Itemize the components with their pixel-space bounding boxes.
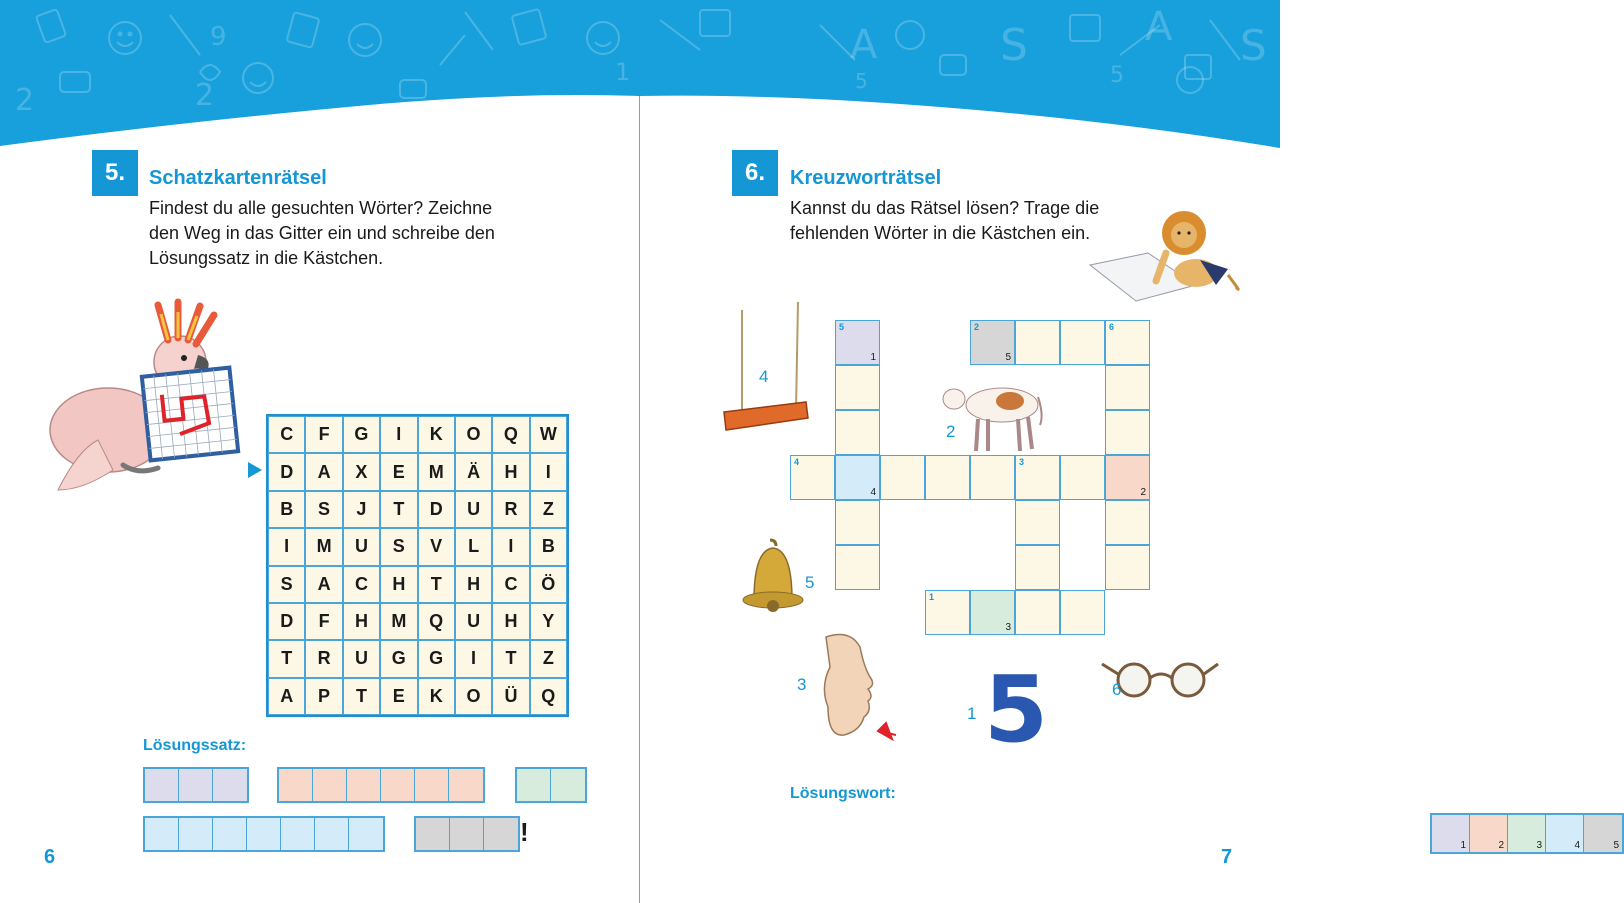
grid-cell[interactable]: A bbox=[305, 566, 342, 603]
nose-illustration bbox=[820, 627, 900, 739]
letter-box[interactable] bbox=[313, 769, 347, 801]
solution-letter-index: 2 bbox=[1140, 487, 1146, 498]
crossword-cell[interactable] bbox=[1060, 590, 1105, 635]
cow-illustration bbox=[940, 375, 1050, 453]
solution-letter-box[interactable] bbox=[1470, 815, 1508, 852]
grid-cell[interactable]: E bbox=[380, 453, 417, 490]
grid-cell[interactable]: Q bbox=[492, 416, 529, 453]
crossword-cell[interactable] bbox=[835, 365, 880, 410]
grid-cell[interactable]: F bbox=[305, 603, 342, 640]
grid-cell[interactable]: U bbox=[343, 640, 380, 677]
crossword-cell[interactable] bbox=[1105, 410, 1150, 455]
task-number-badge: 5. bbox=[92, 150, 138, 196]
crossword-cell[interactable] bbox=[835, 455, 880, 500]
grid-cell[interactable]: K bbox=[418, 416, 455, 453]
crossword-cell[interactable] bbox=[1015, 545, 1060, 590]
clue-start-number: 6 bbox=[1109, 322, 1115, 332]
clue-start-number: 3 bbox=[1019, 457, 1025, 467]
crossword-cell[interactable] bbox=[880, 455, 925, 500]
solution-box-index: 1 bbox=[1460, 840, 1466, 851]
grid-cell[interactable]: C bbox=[268, 416, 305, 453]
grid-cell[interactable]: S bbox=[305, 491, 342, 528]
solution-label: Lösungssatz: bbox=[143, 737, 247, 754]
grid-cell[interactable]: Ä bbox=[455, 453, 492, 490]
grid-cell[interactable]: H bbox=[492, 603, 529, 640]
solution-box-index: 5 bbox=[1613, 840, 1619, 851]
grid-cell[interactable]: I bbox=[530, 453, 567, 490]
clue-number-five: 1 bbox=[967, 704, 977, 723]
clue-number-glasses: 6 bbox=[1112, 680, 1122, 699]
svg-text:5: 5 bbox=[1110, 63, 1124, 88]
grid-cell[interactable]: A bbox=[268, 678, 305, 715]
grid-cell[interactable]: B bbox=[530, 528, 567, 565]
grid-cell[interactable]: M bbox=[380, 603, 417, 640]
svg-text:S: S bbox=[1000, 20, 1028, 71]
crossword-cell[interactable] bbox=[1105, 455, 1150, 500]
grid-cell[interactable]: S bbox=[268, 566, 305, 603]
solution-box-index: 3 bbox=[1536, 840, 1542, 851]
grid-cell[interactable]: R bbox=[305, 640, 342, 677]
instruction-line: Kannst du das Rätsel lösen? Trage die bbox=[790, 198, 1100, 218]
grid-cell[interactable]: G bbox=[343, 416, 380, 453]
grid-cell[interactable]: U bbox=[455, 603, 492, 640]
solution-word-group[interactable] bbox=[143, 767, 249, 803]
grid-cell[interactable]: C bbox=[343, 566, 380, 603]
solution-letter-index: 1 bbox=[870, 352, 876, 363]
solution-letter-box[interactable] bbox=[1432, 815, 1470, 852]
page-number: 7 bbox=[1221, 846, 1233, 868]
grid-cell[interactable]: D bbox=[418, 491, 455, 528]
grid-cell[interactable]: A bbox=[305, 453, 342, 490]
grid-cell[interactable]: H bbox=[380, 566, 417, 603]
solution-word-group[interactable] bbox=[414, 816, 520, 852]
instruction-line: den Weg in das Gitter ein und schreibe den bbox=[149, 223, 495, 243]
crossword-cell[interactable] bbox=[1015, 320, 1060, 365]
grid-cell[interactable]: F bbox=[305, 416, 342, 453]
svg-text:9: 9 bbox=[210, 22, 227, 52]
letter-box[interactable] bbox=[281, 818, 315, 850]
task-number-badge: 6. bbox=[732, 150, 778, 196]
letter-box[interactable] bbox=[213, 769, 247, 801]
grid-cell[interactable]: L bbox=[455, 528, 492, 565]
solution-letter-box[interactable] bbox=[1546, 815, 1584, 852]
letter-box[interactable] bbox=[484, 818, 518, 850]
lion-reading-illustration bbox=[1088, 205, 1248, 305]
grid-cell[interactable]: M bbox=[418, 453, 455, 490]
crossword-cell[interactable] bbox=[970, 320, 1015, 365]
grid-cell[interactable]: T bbox=[492, 640, 529, 677]
grid-cell[interactable]: Q bbox=[530, 678, 567, 715]
grid-cell[interactable]: G bbox=[418, 640, 455, 677]
solution-word-group[interactable] bbox=[515, 767, 587, 803]
grid-cell[interactable]: I bbox=[492, 528, 529, 565]
solution-letter-index: 4 bbox=[870, 487, 876, 498]
crossword-cell[interactable] bbox=[925, 590, 970, 635]
solution-box-index: 2 bbox=[1498, 840, 1504, 851]
crossword-cell[interactable] bbox=[970, 455, 1015, 500]
letter-box[interactable] bbox=[179, 769, 213, 801]
solution-letter-box[interactable] bbox=[1584, 815, 1622, 852]
letter-box[interactable] bbox=[279, 769, 313, 801]
svg-text:2: 2 bbox=[195, 78, 215, 113]
instruction-line: Lösungssatz in die Kästchen. bbox=[149, 248, 384, 268]
task-instructions bbox=[149, 196, 495, 271]
grid-cell[interactable]: X bbox=[343, 453, 380, 490]
svg-text:5: 5 bbox=[855, 69, 868, 93]
grid-cell[interactable]: Z bbox=[530, 491, 567, 528]
letter-box[interactable] bbox=[247, 818, 281, 850]
crossword-cell[interactable] bbox=[1105, 545, 1150, 590]
grid-cell[interactable]: S bbox=[380, 528, 417, 565]
treasure-map-icon bbox=[142, 368, 238, 461]
clue-start-number: 5 bbox=[839, 322, 845, 332]
crossword-cell[interactable] bbox=[970, 590, 1015, 635]
letter-box[interactable] bbox=[416, 818, 450, 850]
grid-cell[interactable]: Y bbox=[530, 603, 567, 640]
grid-cell[interactable]: J bbox=[343, 491, 380, 528]
grid-cell[interactable]: O bbox=[455, 678, 492, 715]
word-search-grid[interactable] bbox=[266, 414, 569, 717]
task-title: Kreuzworträtsel bbox=[790, 167, 942, 189]
grid-cell[interactable]: Ü bbox=[492, 678, 529, 715]
crossword-cell[interactable] bbox=[835, 410, 880, 455]
clue-number-cow: 2 bbox=[946, 422, 956, 441]
crossword-cell[interactable] bbox=[1015, 455, 1060, 500]
crossword-cell[interactable] bbox=[1105, 500, 1150, 545]
letter-box[interactable] bbox=[179, 818, 213, 850]
solution-word-group[interactable] bbox=[143, 816, 385, 852]
grid-cell[interactable]: H bbox=[343, 603, 380, 640]
crossword-cell[interactable] bbox=[835, 500, 880, 545]
grid-cell[interactable]: Q bbox=[418, 603, 455, 640]
svg-text:S: S bbox=[1240, 21, 1267, 70]
grid-cell[interactable]: P bbox=[305, 678, 342, 715]
grid-cell[interactable]: Z bbox=[530, 640, 567, 677]
exclamation-mark: ! bbox=[520, 817, 529, 847]
svg-text:A: A bbox=[1145, 4, 1173, 50]
grid-cell[interactable]: U bbox=[343, 528, 380, 565]
task-title: Schatzkartenrätsel bbox=[149, 167, 327, 189]
grid-cell[interactable]: I bbox=[455, 640, 492, 677]
svg-text:A: A bbox=[850, 22, 878, 68]
letter-box[interactable] bbox=[381, 769, 415, 801]
grid-cell[interactable]: T bbox=[343, 678, 380, 715]
letter-box[interactable] bbox=[347, 769, 381, 801]
grid-cell[interactable]: T bbox=[268, 640, 305, 677]
grid-cell[interactable]: H bbox=[492, 453, 529, 490]
task-instructions bbox=[790, 196, 1099, 246]
grid-cell[interactable]: O bbox=[455, 416, 492, 453]
letter-box[interactable] bbox=[315, 818, 349, 850]
letter-box[interactable] bbox=[213, 818, 247, 850]
crossword-cell[interactable] bbox=[790, 455, 835, 500]
crossword-cell[interactable] bbox=[835, 545, 880, 590]
instruction-line: fehlenden Wörter in die Kästchen ein. bbox=[790, 223, 1091, 243]
svg-text:1: 1 bbox=[615, 58, 631, 86]
solution-letter-index: 3 bbox=[1005, 622, 1011, 633]
grid-cell[interactable]: I bbox=[268, 528, 305, 565]
grid-cell[interactable]: H bbox=[455, 566, 492, 603]
crossword-cell[interactable] bbox=[835, 320, 880, 365]
instruction-line: Findest du alle gesuchten Wörter? Zeichne bbox=[149, 198, 493, 218]
solution-letter-index: 5 bbox=[1005, 352, 1011, 363]
cockatoo-illustration bbox=[38, 300, 248, 500]
grid-cell[interactable]: Ö bbox=[530, 566, 567, 603]
grid-cell[interactable]: G bbox=[380, 640, 417, 677]
clue-number-nose: 3 bbox=[797, 675, 807, 694]
clue-start-number: 2 bbox=[974, 322, 980, 332]
grid-cell[interactable]: W bbox=[530, 416, 567, 453]
letter-box[interactable] bbox=[450, 818, 484, 850]
grid-cell[interactable]: K bbox=[418, 678, 455, 715]
letter-box[interactable] bbox=[415, 769, 449, 801]
bell-illustration bbox=[740, 538, 806, 616]
letter-box[interactable] bbox=[517, 769, 551, 801]
solution-word-group[interactable] bbox=[277, 767, 485, 803]
grid-cell[interactable]: T bbox=[380, 491, 417, 528]
letter-box[interactable] bbox=[551, 769, 585, 801]
crossword-cell[interactable] bbox=[1060, 455, 1105, 500]
grid-cell[interactable]: M bbox=[305, 528, 342, 565]
letter-box[interactable] bbox=[449, 769, 483, 801]
number-five-illustration: 5 bbox=[984, 656, 1049, 763]
page-number: 6 bbox=[44, 846, 56, 868]
solution-word-boxes[interactable] bbox=[1430, 813, 1624, 854]
crossword-cell[interactable] bbox=[1105, 365, 1150, 410]
crossword-cell[interactable] bbox=[1060, 320, 1105, 365]
grid-cell[interactable]: C bbox=[492, 566, 529, 603]
solution-label: Lösungswort: bbox=[790, 785, 896, 802]
crossword-cell[interactable] bbox=[925, 455, 970, 500]
grid-cell[interactable]: E bbox=[380, 678, 417, 715]
clue-start-number: 1 bbox=[929, 592, 935, 602]
crossword-cell[interactable] bbox=[1015, 500, 1060, 545]
grid-cell[interactable]: I bbox=[380, 416, 417, 453]
letter-box[interactable] bbox=[145, 769, 179, 801]
blue-banner bbox=[640, 0, 1280, 150]
grid-cell[interactable]: D bbox=[268, 603, 305, 640]
grid-cell[interactable]: R bbox=[492, 491, 529, 528]
grid-cell[interactable]: V bbox=[418, 528, 455, 565]
blue-banner bbox=[0, 0, 640, 150]
grid-cell[interactable]: B bbox=[268, 491, 305, 528]
clue-number-bell: 5 bbox=[805, 573, 815, 592]
left-page bbox=[0, 0, 640, 903]
solution-letter-box[interactable] bbox=[1508, 815, 1546, 852]
crossword-cell[interactable] bbox=[1105, 320, 1150, 365]
solution-box-index: 4 bbox=[1574, 840, 1580, 851]
start-arrow-icon bbox=[248, 462, 262, 478]
grid-cell[interactable]: T bbox=[418, 566, 455, 603]
clue-start-number: 4 bbox=[794, 457, 800, 467]
letter-box[interactable] bbox=[349, 818, 383, 850]
right-page bbox=[640, 0, 1619, 903]
crossword-cell[interactable] bbox=[1015, 590, 1060, 635]
svg-text:2: 2 bbox=[15, 83, 35, 118]
letter-box[interactable] bbox=[145, 818, 179, 850]
grid-cell[interactable]: U bbox=[455, 491, 492, 528]
grid-cell[interactable]: D bbox=[268, 453, 305, 490]
clue-number-swing: 4 bbox=[759, 367, 769, 386]
